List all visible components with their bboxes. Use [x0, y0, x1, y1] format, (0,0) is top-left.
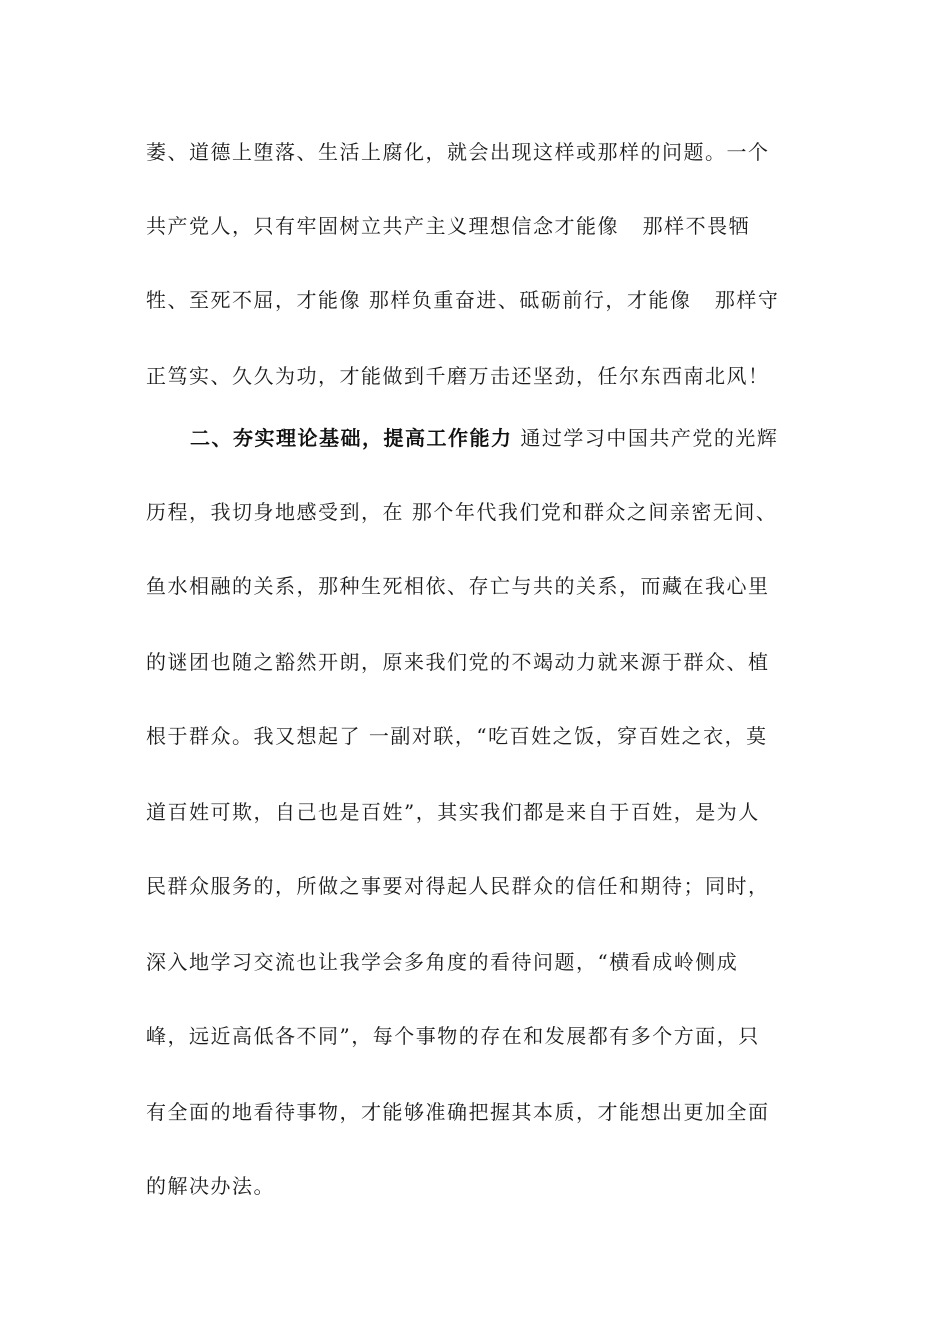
text-line: 峰，远近高低各不同”，每个事物的存在和发展都有多个方面，只	[146, 1024, 760, 1048]
text-line: 的解决办法。	[146, 1174, 275, 1198]
text-line: 民群众服务的，所做之事要对得起人民群众的信任和期待；同时，	[146, 874, 770, 898]
text-line: 深入地学习交流也让我学会多角度的看待问题，“横看成岭侧成	[146, 950, 739, 974]
section-heading-line	[190, 426, 778, 450]
text-line: 正笃实、久久为功，才能做到千磨万击还坚劲，任尔东西南北风！	[146, 364, 770, 388]
section-heading-continuation: 通过学习中国共产党的光辉	[512, 426, 779, 450]
text-line: 道百姓可欺，自己也是百姓”，其实我们都是来自于百姓，是为人	[146, 800, 760, 824]
text-line: 根于群众。我又想起了 一副对联，“吃百姓之饭，穿百姓之衣，莫	[146, 724, 768, 748]
text-line: 共产党人，只有牢固树立共产主义理想信念才能像 那样不畏牺	[146, 214, 751, 238]
text-line: 鱼水相融的关系，那种生死相依、存亡与共的关系，而藏在我心里	[146, 574, 770, 598]
text-line: 牲、至死不屈，才能像 那样负重奋进、砥砺前行，才能像 那样守	[146, 288, 780, 312]
text-line: 历程，我切身地感受到，在 那个年代我们党和群众之间亲密无间、	[146, 500, 778, 524]
text-line: 萎、道德上堕落、生活上腐化，就会出现这样或那样的问题。一个	[146, 140, 770, 164]
text-line: 的谜团也随之豁然开朗，原来我们党的不竭动力就来源于群众、植	[146, 650, 770, 674]
text-line: 有全面的地看待事物，才能够准确把握其本质，才能想出更加全面	[146, 1100, 770, 1124]
section-heading: 二、夯实理论基础，提高工作能力	[190, 426, 513, 450]
